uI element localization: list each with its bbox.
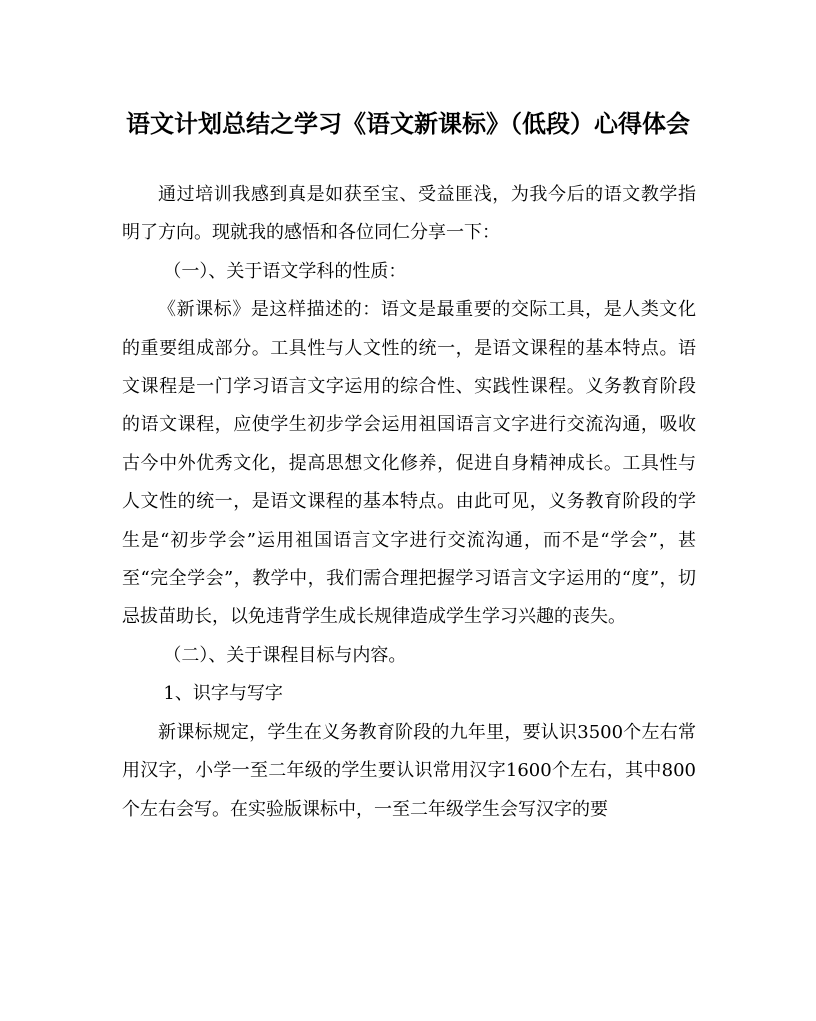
paragraph-intro: 通过培训我感到真是如获至宝、受益匪浅，为我今后的语文教学指明了方向。现就我的感悟和各位同仁分享一下： <box>122 184 696 244</box>
section-heading-goals: （二）、关于课程目标与内容。 <box>163 644 407 666</box>
paragraph-literacy: 新课标规定，学生在义务教育阶段的九年里，要认识3500个左右常用汉字，小学一至二年级的学生要认识常用汉字1600个左右，其中800个左右会写。在实验版课标中，一至二年级学生会写汉字的要 <box>122 721 696 820</box>
document-title: 语文计划总结之学习《语文新课标》（低段）心得体会 <box>126 109 690 138</box>
paragraph-nature: 《新课标》是这样描述的：语文是最重要的交际工具，是人类文化的重要组成部分。工具性与人文性的统一，是语文课程的基本特点。语文课程是一门学习语言文字运用的综合性、实践性课程。义务教育阶段的语文课程，应使学生初步学会运用祖国语言文字进行交流沟通，吸收古今中外优秀文化，提高思想文化修养，促进自身精神成长。工具性与人文性的统一，是语文课程的基本特点。由此可见，义务教育阶段的学生是“初步学会”运用祖国语言文字进行交流沟通，而不是“学会”，甚至“完全学会”，教学中，我们需合理把握学习语言文字运用的“度”，切忌拔苗助长，以免违背学生成长规律造成学生学习兴趣的丧失。 <box>122 299 696 628</box>
document-body <box>122 176 696 829</box>
section-heading-nature: （一）、关于语文学科的性质： <box>163 260 407 282</box>
subsection-heading-literacy: 1、识字与写字 <box>163 683 283 705</box>
